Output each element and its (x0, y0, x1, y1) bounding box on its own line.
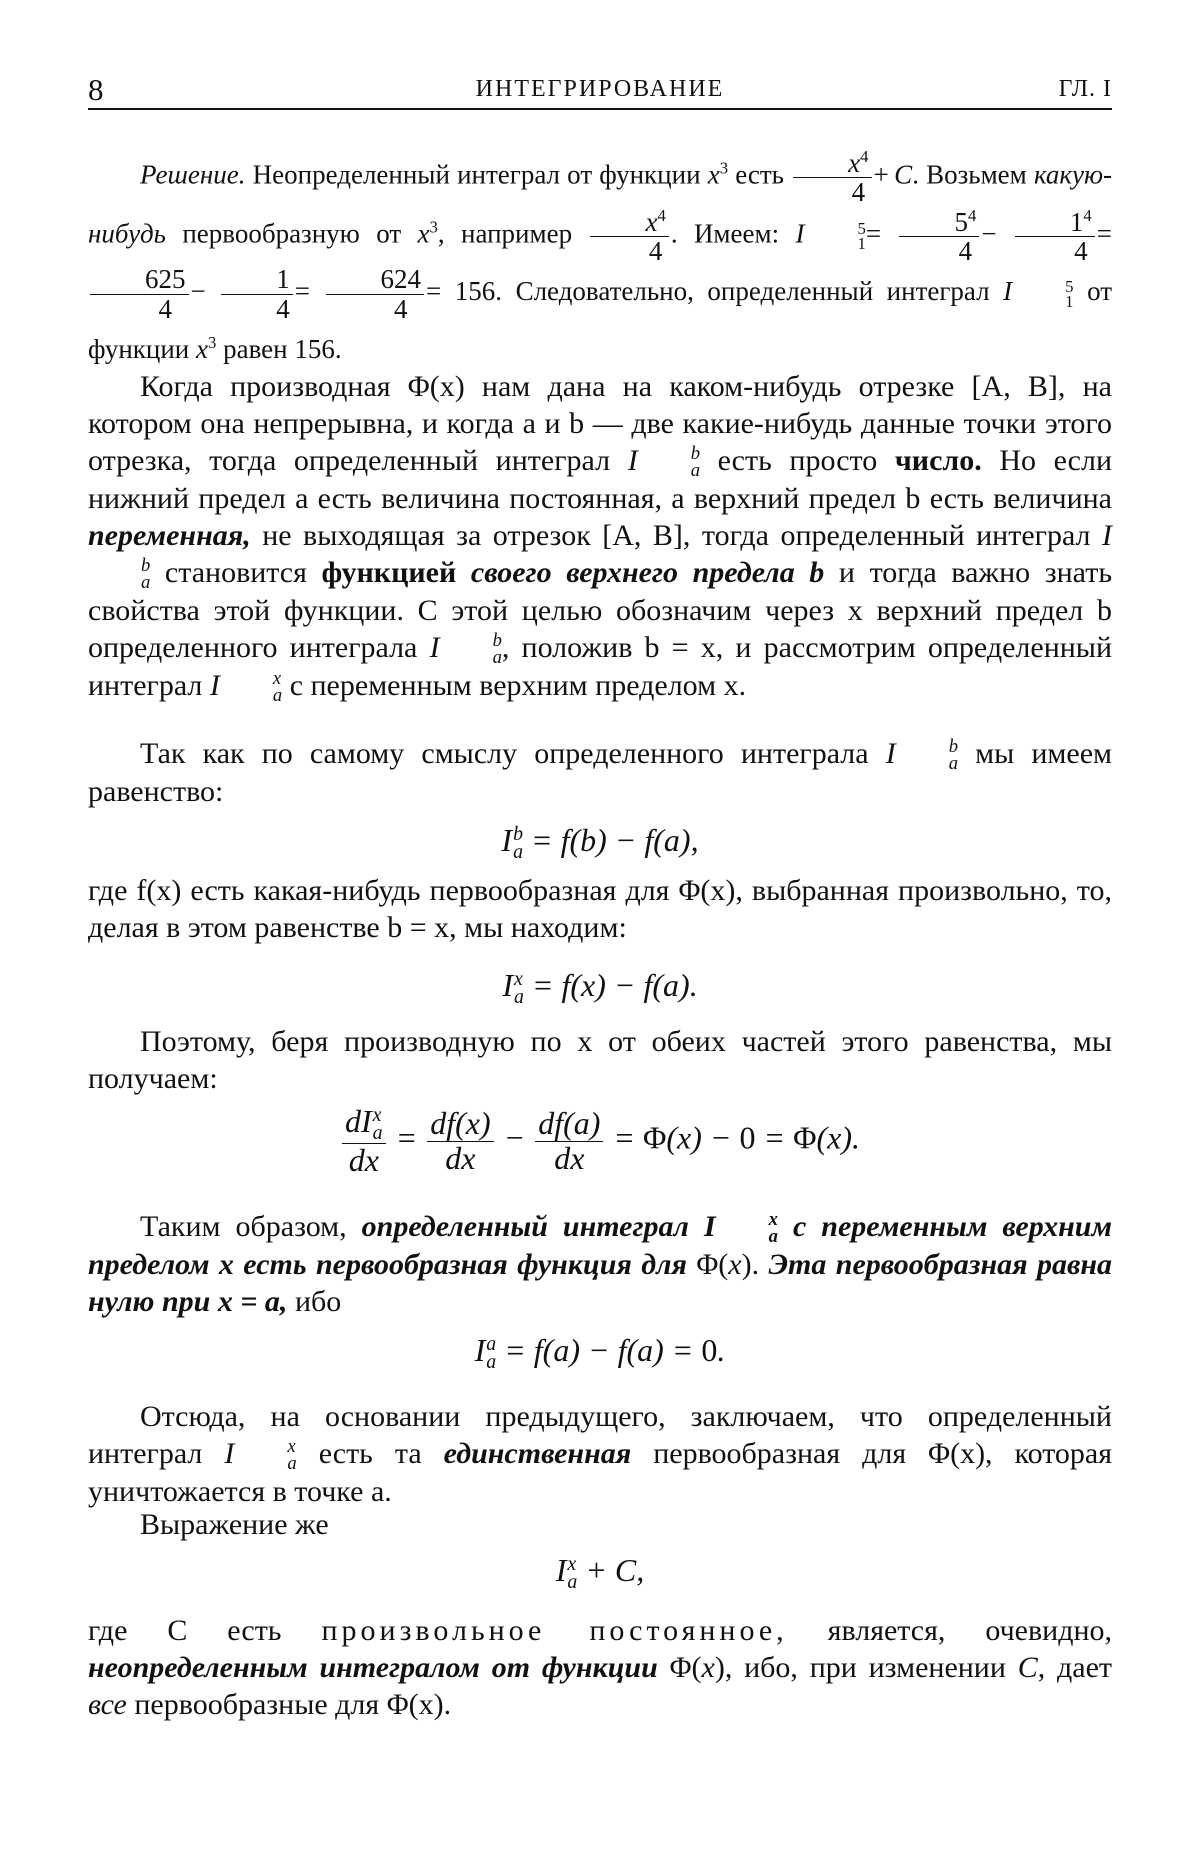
formula-zero: I a a = f(a) − f(a) = 0. (474, 1332, 726, 1373)
running-title: ИНТЕГРИРОВАНИЕ (475, 76, 725, 102)
formula-derivative: dI x a dx = $\frac{df(x)}{dx}$ − $\frac{df(a)}{dx}$ = Φ(x) − 0 = Φ(x). (88, 1105, 1112, 1177)
paragraph-thus: Таким образом, определенный интеграл I x a с переменным верхним пределом x есть первообразная функция для Φ(x). Эта первообразная равна нулю при x = a, ибо (88, 1209, 1113, 1318)
paragraph-where-f: где f(x) есть какая-нибудь первообразная для Φ(x), выбранная произвольно, то, делая в этом равенстве b = x, мы находим: (88, 874, 1112, 944)
formula-newton-leibniz: I b a = f(b) − f(a), (501, 822, 699, 863)
paragraph-expression: Выражение же (140, 1508, 329, 1541)
page-number: 8 (88, 72, 104, 107)
formula-antiderivative: I x a + C, (555, 1552, 645, 1593)
page-header (88, 60, 1112, 107)
solution-label: Решение. (140, 159, 246, 190)
paragraph-definite-integral-function: Когда производная Φ(x) нам дана на каком-нибудь отрезке [A, B], на котором она непрерывна, и когда a и b — две какие-нибудь данные точки этого отрезка, тогда определенный интеграл I b a есть просто число. Но если нижний предел a есть величина постоянная, а верхний предел b есть величина переменная, не выходящая за отрезок [A, B], тогда определенный интеграл I b a становится функцией своего верхнего предела b и тогда важно знать свойства этой функции. С этой целью обозначим через x верхний предел b определенного интеграла I b a , положив b = x, и рассмотрим определенный интеграл I x a с переменным верхним пределом x. (88, 370, 1113, 706)
solution-paragraph: Решение. Неопределенный интеграл от функции $x^3$ есть $\frac{x^4}{4}$ + C. Возьмем какую-нибудь первообразную от $x^3$, например $\frac{x^4}{4}$ . Имеем: I 5 1 = $\frac{5^4}{4}$ − $\frac{1^4}{4}$ = $\frac{625}{4}$ − $\frac{1}{4}$ = $\frac{624}{4}$ = 156. Следовательно, определенный интеграл I 5 1 от функции $x^3$ равен 156. (88, 147, 1113, 365)
paragraph-by-meaning: Так как по самому смыслу определенного интеграла I b a мы имеем равенство: (88, 736, 1113, 808)
chapter-label: ГЛ. I (1058, 76, 1112, 102)
paragraph-derivative: Поэтому, беря производную по x от обеих частей этого равенства, мы получаем: (88, 1025, 1112, 1095)
paragraph-where-c: где C есть произвольное постоянное, является, очевидно, неопределенным интегралом от функции Φ(x), ибо, при изменении C, дает все первообразные для Φ(x). (88, 1614, 1113, 1721)
formula-x-upper-limit: I x a = f(x) − f(a). (502, 967, 698, 1008)
paragraph-hence: Отсюда, на основании предыдущего, заключаем, что определенный интеграл I x a есть та единственная первообразная для Φ(x), которая уничтожается в точке a. (88, 1400, 1113, 1508)
solution-text: Неопределенный интеграл от функции (252, 159, 701, 190)
fraction: $\frac{x^4}{4}$ (793, 148, 871, 207)
header-rule (88, 108, 1112, 110)
